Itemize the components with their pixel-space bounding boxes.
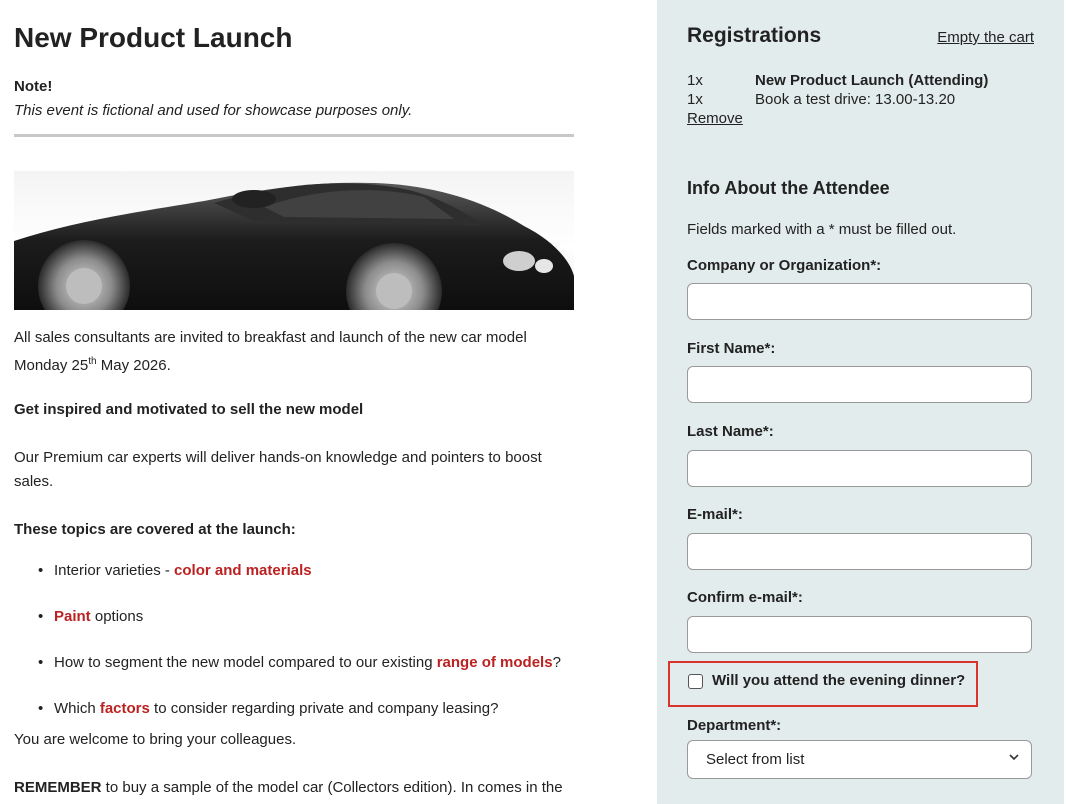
list-item: • Which factors to consider regarding private and company leasing? (40, 698, 561, 744)
first-name-field[interactable] (687, 366, 1032, 403)
note-text: This event is fictional and used for showcase purposes only. (14, 102, 413, 119)
email-field[interactable] (687, 533, 1032, 570)
company-label: Company or Organization*: (687, 257, 882, 274)
colleagues-text: You are welcome to bring your colleagues. (14, 731, 297, 748)
inspired-heading: Get inspired and motivated to sell the new model (14, 401, 364, 418)
chevron-down-icon (1007, 750, 1021, 764)
divider (14, 134, 574, 137)
cart-qty: 1x (687, 91, 703, 108)
remember-text: REMEMBER to buy a sample of the model car (Collectors edition). In comes in the (14, 779, 563, 796)
dinner-checkbox[interactable] (688, 674, 703, 689)
intro-text: All sales consultants are invited to breakfast and launch of the new car model Monday 25th May 2026. (14, 329, 527, 374)
topics-heading: These topics are covered at the launch: (14, 521, 296, 538)
department-value: Select from list (706, 751, 805, 768)
confirm-email-field[interactable] (687, 616, 1032, 653)
list-item: • Paint options (40, 606, 561, 652)
registrations-title: Registrations (687, 24, 822, 47)
last-name-field[interactable] (687, 450, 1032, 487)
experts-text: Our Premium car experts will deliver hands-on knowledge and pointers to boost sales. (14, 449, 542, 490)
registration-sidebar (657, 0, 1064, 804)
list-item: • Interior varieties - color and materials (40, 560, 561, 606)
required-note: Fields marked with a * must be filled out. (687, 221, 957, 238)
last-name-label: Last Name*: (687, 423, 774, 440)
confirm-email-label: Confirm e-mail*: (687, 589, 803, 606)
topic-link[interactable]: color and materials (174, 562, 312, 579)
company-field[interactable] (687, 283, 1032, 320)
department-select[interactable] (687, 740, 1032, 779)
car-image (14, 171, 574, 310)
topics-list (40, 560, 561, 744)
cart-item: New Product Launch (Attending) (755, 72, 989, 89)
page-title: New Product Launch (14, 22, 293, 53)
cart-qty: 1x (687, 72, 703, 89)
note-heading: Note! (14, 78, 53, 95)
list-item: • How to segment the new model compared to our existing range of models? (40, 652, 561, 698)
topic-link[interactable]: range of models (436, 654, 553, 671)
first-name-label: First Name*: (687, 340, 776, 357)
attendee-info-title: Info About the Attendee (687, 178, 890, 198)
cart-item: Book a test drive: 13.00-13.20 (755, 91, 956, 108)
topic-link[interactable]: Paint (54, 608, 91, 625)
empty-cart-link[interactable]: Empty the cart (937, 29, 1034, 46)
dinner-label[interactable]: Will you attend the evening dinner? (712, 672, 966, 689)
topic-link[interactable]: factors (99, 700, 150, 717)
email-label: E-mail*: (687, 506, 743, 523)
remove-link[interactable]: Remove (687, 110, 743, 127)
department-label: Department*: (687, 717, 782, 734)
